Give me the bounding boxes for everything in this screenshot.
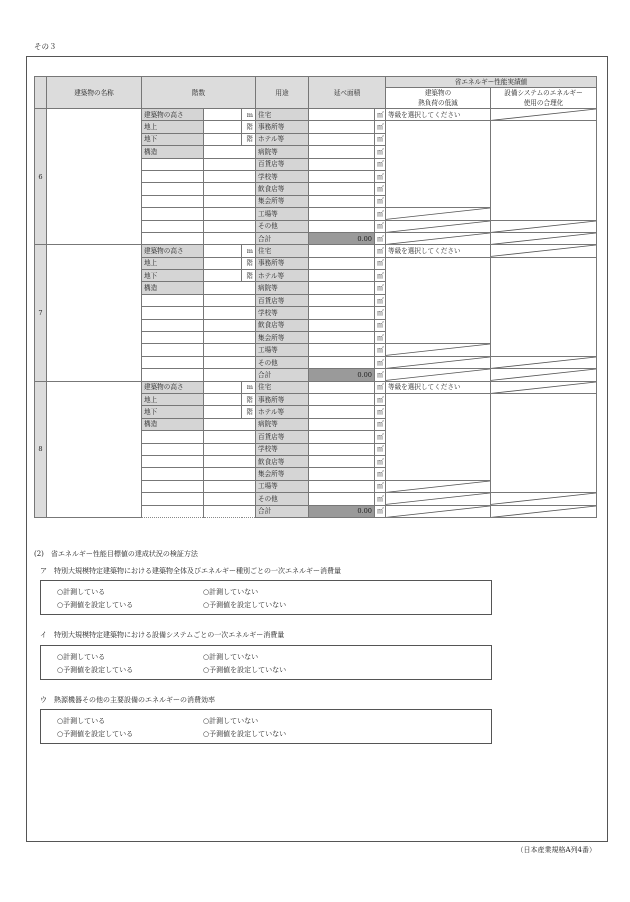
perf1-blank xyxy=(386,121,491,208)
unit-m: m xyxy=(242,381,256,393)
unit-area: ㎡ xyxy=(375,245,386,257)
area-input[interactable] xyxy=(309,158,375,170)
diagonal-cell xyxy=(491,369,597,381)
floors-extra-cell xyxy=(142,195,204,207)
area-input[interactable] xyxy=(309,170,375,182)
floors-extra-cell xyxy=(142,468,204,480)
use-label: 飲食店等 xyxy=(256,455,309,467)
diagonal-cell xyxy=(386,480,491,492)
floors-extra-cell xyxy=(204,493,256,505)
below-input[interactable] xyxy=(204,133,242,145)
height-label: 建築物の高さ xyxy=(142,109,204,121)
area-input[interactable] xyxy=(309,121,375,133)
use-label: 住宅 xyxy=(256,381,309,393)
structure-label: 構造 xyxy=(142,146,204,158)
floors-extra-cell xyxy=(142,431,204,443)
header-perf-group: 省エネルギー性能実績値 xyxy=(386,77,597,88)
area-total-value: 0.00 xyxy=(309,232,375,244)
use-label: 工場等 xyxy=(256,480,309,492)
below-label: 地下 xyxy=(142,406,204,418)
grade-select[interactable]: 等級を選択してください xyxy=(386,381,491,393)
unit-area: ㎡ xyxy=(375,158,386,170)
unit-m: m xyxy=(242,245,256,257)
above-label: 地上 xyxy=(142,393,204,405)
above-input[interactable] xyxy=(204,257,242,269)
diagonal-cell xyxy=(491,245,597,257)
item-b-not-predicted[interactable]: ○予測値を設定していない xyxy=(203,666,287,674)
use-label: 事務所等 xyxy=(256,121,309,133)
floors-extra-cell xyxy=(204,344,256,356)
item-b-not-measured[interactable]: ○計測していない xyxy=(203,653,259,661)
floors-extra-cell xyxy=(204,369,256,381)
use-label: 集会所等 xyxy=(256,195,309,207)
unit-area: ㎡ xyxy=(375,183,386,195)
floors-extra-cell xyxy=(142,158,204,170)
above-label: 地上 xyxy=(142,121,204,133)
structure-label: 構造 xyxy=(142,418,204,430)
use-total-label: 合計 xyxy=(256,369,309,381)
floors-extra-cell xyxy=(142,493,204,505)
use-label: ホテル等 xyxy=(256,133,309,145)
unit-area: ㎡ xyxy=(375,220,386,232)
height-label: 建築物の高さ xyxy=(142,245,204,257)
unit-floor: 階 xyxy=(242,257,256,269)
diagonal-cell xyxy=(491,505,597,517)
use-label: 工場等 xyxy=(256,344,309,356)
diagonal-cell xyxy=(386,344,491,356)
use-label: その他 xyxy=(256,493,309,505)
use-label: 病院等 xyxy=(256,282,309,294)
floors-extra-cell xyxy=(142,344,204,356)
unit-area: ㎡ xyxy=(375,356,386,368)
item-b-predicted[interactable]: ○予測値を設定している xyxy=(57,666,134,674)
use-label: ホテル等 xyxy=(256,270,309,282)
unit-area: ㎡ xyxy=(375,381,386,393)
floors-extra-cell xyxy=(204,332,256,344)
structure-input[interactable] xyxy=(204,146,256,158)
area-input[interactable] xyxy=(309,208,375,220)
building-name-input[interactable] xyxy=(47,381,142,517)
unit-area: ㎡ xyxy=(375,505,386,517)
unit-area: ㎡ xyxy=(375,270,386,282)
use-label: 集会所等 xyxy=(256,468,309,480)
section2-title: (2) 省エネルギー性能目標値の達成状況の検証方法 xyxy=(34,550,198,558)
area-input[interactable] xyxy=(309,257,375,269)
item-a-not-measured[interactable]: ○計測していない xyxy=(203,588,259,596)
structure-input[interactable] xyxy=(204,418,256,430)
item-c-not-measured[interactable]: ○計測していない xyxy=(203,717,259,725)
area-input[interactable] xyxy=(309,344,375,356)
floors-extra-cell xyxy=(142,294,204,306)
below-label: 地下 xyxy=(142,270,204,282)
use-label: 事務所等 xyxy=(256,257,309,269)
item-a-box xyxy=(40,580,492,615)
area-total-value: 0.00 xyxy=(309,369,375,381)
header-perf2 xyxy=(491,88,597,109)
floors-extra-cell xyxy=(204,183,256,195)
item-b-box xyxy=(40,645,492,680)
floors-extra-cell xyxy=(204,443,256,455)
use-label: 学校等 xyxy=(256,443,309,455)
floors-extra-cell xyxy=(204,455,256,467)
floors-extra-cell xyxy=(204,294,256,306)
height-label: 建築物の高さ xyxy=(142,381,204,393)
use-label: 学校等 xyxy=(256,307,309,319)
floors-extra-cell xyxy=(204,431,256,443)
area-input[interactable] xyxy=(309,381,375,393)
building-name-input[interactable] xyxy=(47,245,142,381)
area-input[interactable] xyxy=(309,418,375,430)
header-perf2-line1: 設備システムのエネルギー xyxy=(504,89,583,97)
floors-extra-cell xyxy=(204,307,256,319)
diagonal-cell xyxy=(386,208,491,220)
area-input[interactable] xyxy=(309,270,375,282)
item-c-measured[interactable]: ○計測している xyxy=(57,717,106,725)
floors-extra-cell xyxy=(142,369,204,381)
header-area: 延べ面積 xyxy=(309,77,386,109)
diagonal-cell xyxy=(491,493,597,505)
floors-extra-cell xyxy=(142,332,204,344)
area-input[interactable] xyxy=(309,195,375,207)
header-perf1-line1: 建築物の xyxy=(424,89,452,97)
height-input[interactable] xyxy=(204,245,242,257)
building-table xyxy=(34,76,597,518)
area-input[interactable] xyxy=(309,109,375,121)
item-c-predicted[interactable]: ○予測値を設定している xyxy=(57,730,134,738)
floors-extra-cell xyxy=(142,505,204,517)
area-input[interactable] xyxy=(309,282,375,294)
floors-extra-cell xyxy=(204,505,256,517)
structure-input[interactable] xyxy=(204,282,256,294)
height-input[interactable] xyxy=(204,109,242,121)
diagonal-cell xyxy=(386,232,491,244)
diagonal-cell xyxy=(491,220,597,232)
block-row xyxy=(35,109,597,121)
area-input[interactable] xyxy=(309,406,375,418)
unit-floor: 階 xyxy=(242,121,256,133)
floors-extra-cell xyxy=(142,183,204,195)
unit-area: ㎡ xyxy=(375,418,386,430)
area-input[interactable] xyxy=(309,431,375,443)
area-input[interactable] xyxy=(309,146,375,158)
item-c-box xyxy=(40,709,492,744)
unit-area: ㎡ xyxy=(375,109,386,121)
item-a-predicted[interactable]: ○予測値を設定している xyxy=(57,601,134,609)
unit-area: ㎡ xyxy=(375,344,386,356)
use-label: 病院等 xyxy=(256,146,309,158)
above-input[interactable] xyxy=(204,393,242,405)
area-total-value: 0.00 xyxy=(309,505,375,517)
building-name-input[interactable] xyxy=(47,109,142,245)
unit-area: ㎡ xyxy=(375,431,386,443)
perf2-blank xyxy=(491,393,597,492)
unit-area: ㎡ xyxy=(375,195,386,207)
header-name: 建築物の名称 xyxy=(47,77,142,109)
perf1-blank xyxy=(386,393,491,480)
use-total-label: 合計 xyxy=(256,232,309,244)
area-input[interactable] xyxy=(309,393,375,405)
unit-area: ㎡ xyxy=(375,455,386,467)
floors-extra-cell xyxy=(204,468,256,480)
floors-extra-cell xyxy=(142,208,204,220)
use-total-label: 合計 xyxy=(256,505,309,517)
use-label: 飲食店等 xyxy=(256,319,309,331)
unit-area: ㎡ xyxy=(375,443,386,455)
diagonal-cell xyxy=(386,220,491,232)
perf2-blank xyxy=(491,257,597,356)
floors-extra-cell xyxy=(142,307,204,319)
footer-note: （日本産業規格A列4番） xyxy=(516,846,596,854)
grade-select[interactable]: 等級を選択してください xyxy=(386,245,491,257)
floors-extra-cell xyxy=(204,195,256,207)
unit-area: ㎡ xyxy=(375,232,386,244)
height-input[interactable] xyxy=(204,381,242,393)
unit-area: ㎡ xyxy=(375,480,386,492)
item-b-measured[interactable]: ○計測している xyxy=(57,653,106,661)
use-label: 病院等 xyxy=(256,418,309,430)
item-a-measured[interactable]: ○計測している xyxy=(57,588,106,596)
floors-extra-cell xyxy=(142,319,204,331)
floors-extra-cell xyxy=(204,356,256,368)
floors-extra-cell xyxy=(142,232,204,244)
use-label: 学校等 xyxy=(256,170,309,182)
page-label: その３ xyxy=(34,42,57,51)
area-input[interactable] xyxy=(309,133,375,145)
area-input[interactable] xyxy=(309,493,375,505)
unit-area: ㎡ xyxy=(375,133,386,145)
use-label: 百貨店等 xyxy=(256,158,309,170)
diagonal-cell xyxy=(491,381,597,393)
perf1-blank xyxy=(386,257,491,344)
unit-area: ㎡ xyxy=(375,406,386,418)
floors-extra-cell xyxy=(142,220,204,232)
area-input[interactable] xyxy=(309,294,375,306)
unit-floor: 階 xyxy=(242,406,256,418)
area-input[interactable] xyxy=(309,307,375,319)
use-label: 事務所等 xyxy=(256,393,309,405)
unit-floor: 階 xyxy=(242,270,256,282)
floors-extra-cell xyxy=(204,158,256,170)
area-input[interactable] xyxy=(309,220,375,232)
unit-floor: 階 xyxy=(242,133,256,145)
header-blank xyxy=(35,77,47,109)
header-perf2-line2: 使用の合理化 xyxy=(523,99,564,107)
use-label: 住宅 xyxy=(256,245,309,257)
diagonal-cell xyxy=(491,109,597,121)
floors-extra-cell xyxy=(204,319,256,331)
perf2-blank xyxy=(491,121,597,220)
block-number: 8 xyxy=(35,381,47,517)
item-c-not-predicted[interactable]: ○予測値を設定していない xyxy=(203,730,287,738)
structure-label: 構造 xyxy=(142,282,204,294)
unit-area: ㎡ xyxy=(375,282,386,294)
unit-area: ㎡ xyxy=(375,319,386,331)
unit-area: ㎡ xyxy=(375,468,386,480)
use-label: その他 xyxy=(256,356,309,368)
unit-area: ㎡ xyxy=(375,170,386,182)
floors-extra-cell xyxy=(142,480,204,492)
unit-area: ㎡ xyxy=(375,257,386,269)
floors-extra-cell xyxy=(204,480,256,492)
area-input[interactable] xyxy=(309,332,375,344)
diagonal-cell xyxy=(491,232,597,244)
block-row xyxy=(35,381,597,393)
use-label: 飲食店等 xyxy=(256,183,309,195)
unit-area: ㎡ xyxy=(375,332,386,344)
area-input[interactable] xyxy=(309,480,375,492)
item-b-title: イ 特別大規模特定建築物における設備システムごとの一次エネルギー消費量 xyxy=(40,631,285,639)
unit-floor: 階 xyxy=(242,393,256,405)
diagonal-cell xyxy=(386,493,491,505)
unit-area: ㎡ xyxy=(375,294,386,306)
below-input[interactable] xyxy=(204,406,242,418)
block-number: 6 xyxy=(35,109,47,245)
header-perf1 xyxy=(386,88,491,109)
area-input[interactable] xyxy=(309,443,375,455)
diagonal-cell xyxy=(491,356,597,368)
grade-select[interactable]: 等級を選択してください xyxy=(386,109,491,121)
unit-area: ㎡ xyxy=(375,121,386,133)
use-label: 工場等 xyxy=(256,208,309,220)
header-use: 用途 xyxy=(256,77,309,109)
use-label: 集会所等 xyxy=(256,332,309,344)
unit-area: ㎡ xyxy=(375,208,386,220)
unit-area: ㎡ xyxy=(375,493,386,505)
block-number: 7 xyxy=(35,245,47,381)
floors-extra-cell xyxy=(204,170,256,182)
area-input[interactable] xyxy=(309,319,375,331)
item-a-not-predicted[interactable]: ○予測値を設定していない xyxy=(203,601,287,609)
diagonal-cell xyxy=(386,369,491,381)
item-a-title: ア 特別大規模特定建築物における建築物全体及びエネルギー種別ごとの一次エネルギー消費量 xyxy=(40,567,341,575)
below-label: 地下 xyxy=(142,133,204,145)
header-perf1-line2: 熱負荷の低減 xyxy=(418,99,458,107)
area-input[interactable] xyxy=(309,183,375,195)
floors-extra-cell xyxy=(204,208,256,220)
floors-extra-cell xyxy=(204,220,256,232)
area-input[interactable] xyxy=(309,455,375,467)
use-label: その他 xyxy=(256,220,309,232)
unit-area: ㎡ xyxy=(375,146,386,158)
floors-extra-cell xyxy=(142,170,204,182)
floors-extra-cell xyxy=(142,356,204,368)
diagonal-cell xyxy=(386,356,491,368)
area-input[interactable] xyxy=(309,245,375,257)
unit-area: ㎡ xyxy=(375,369,386,381)
use-label: 住宅 xyxy=(256,109,309,121)
item-c-title: ウ 熱源機器その他の主要設備のエネルギーの消費効率 xyxy=(40,696,215,704)
floors-extra-cell xyxy=(142,455,204,467)
block-row xyxy=(35,245,597,257)
diagonal-cell xyxy=(386,505,491,517)
header-floors: 階数 xyxy=(142,77,256,109)
area-input[interactable] xyxy=(309,468,375,480)
floors-extra-cell xyxy=(142,443,204,455)
unit-m: m xyxy=(242,109,256,121)
floors-extra-cell xyxy=(204,232,256,244)
use-label: ホテル等 xyxy=(256,406,309,418)
area-input[interactable] xyxy=(309,356,375,368)
above-input[interactable] xyxy=(204,121,242,133)
use-label: 百貨店等 xyxy=(256,431,309,443)
below-input[interactable] xyxy=(204,270,242,282)
above-label: 地上 xyxy=(142,257,204,269)
use-label: 百貨店等 xyxy=(256,294,309,306)
unit-area: ㎡ xyxy=(375,307,386,319)
unit-area: ㎡ xyxy=(375,393,386,405)
